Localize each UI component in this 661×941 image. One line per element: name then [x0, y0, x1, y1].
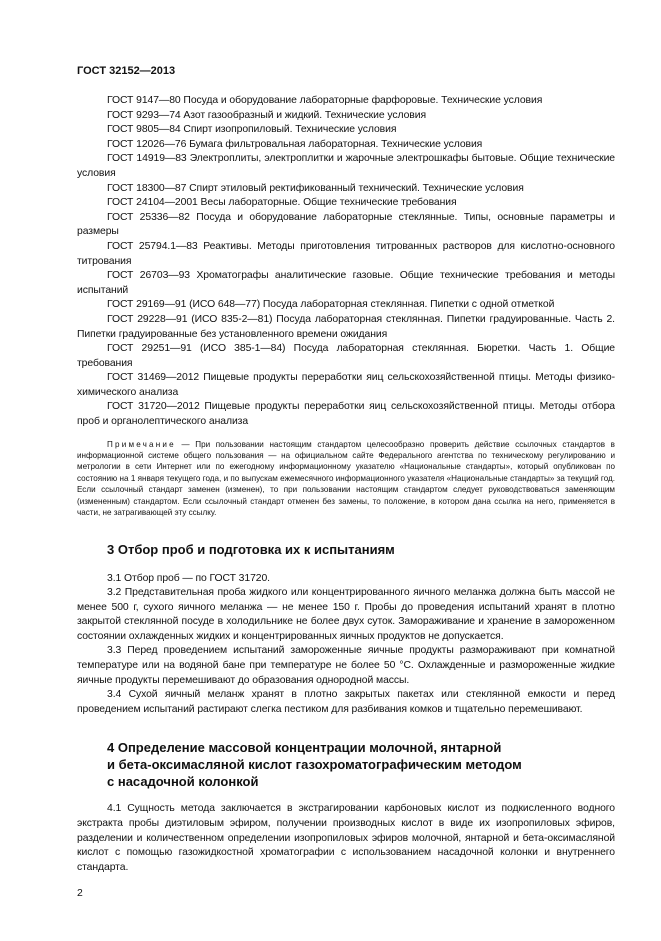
document-header: ГОСТ 32152—2013	[77, 65, 176, 77]
reference-item: ГОСТ 9293—74 Азот газообразный и жидкий. Технические условия	[107, 109, 426, 121]
paragraph: 4.1 Сущность метода заключается в экстрагировании карбоновых кислот из подкисленного водного экстракта пробы диэтиловым эфиром, получении производных кислот в виде их изопропиловых эфиров, разделении и количественном определении изопропиловых эфиров молочной, янтарной и бета-оксимасляной кислот с помощью газожидкостной хроматографии с использованием насадочной колонки и внутреннего стандарта.	[77, 803, 615, 873]
section-4-body	[77, 802, 615, 875]
section-4	[77, 739, 615, 790]
reference-item: ГОСТ 31469—2012 Пищевые продукты переработки яиц сельскохозяйственной птицы. Методы физико-химического анализа	[77, 372, 615, 398]
reference-item: ГОСТ 12026—76 Бумага фильтровальная лабораторная. Технические условия	[107, 138, 483, 150]
reference-item: ГОСТ 29169—91 (ИСО 648—77) Посуда лабораторная стеклянная. Пипетки с одной отметкой	[107, 299, 555, 311]
reference-item: ГОСТ 25794.1—83 Реактивы. Методы приготовления титрованных растворов для кислотно-основного титрования	[77, 240, 615, 267]
section-4-heading-line: и бета-оксимасляной кислот газохроматографическим методом	[107, 757, 522, 773]
note-body: — При пользовании настоящим стандартом целесообразно проверить действие ссылочных стандартов в информационной системе общего пользования — на официальном сайте Федерального агентства по техническому регулированию и метрологии в сети Интернет или по ежегодному информационному указателю «Национальные стандарты», который опубликован по состоянию на 1 января текущего года, и по выпускам ежемесячного информационного указателя «Национальные стандарты» за текущий год. Если ссылочный стандарт заменен (изменен), то при пользовании настоящим стандартом следует руководствоваться заменяющим (измененным) стандартом. Если ссылочный стандарт отменен без замены, то положение, в котором дана ссылка на него, применяется в части, не затрагивающей эту ссылку.	[77, 439, 615, 518]
section-3-body	[77, 572, 615, 718]
reference-item: ГОСТ 29251—91 (ИСО 385-1—84) Посуда лабораторная стеклянная. Бюретки. Часть 1. Общие требования	[77, 343, 615, 369]
reference-item: ГОСТ 18300—87 Спирт этиловый ректификованный технический. Технические условия	[107, 182, 524, 194]
normative-references	[77, 94, 615, 430]
paragraph: 3.4 Сухой яичный меланж хранят в плотно закрытых пакетах или стеклянной емкости и перед проведением испытаний растирают слегка пестиком для разбивания комков и тщательно перемешивают.	[77, 689, 615, 715]
reference-item: ГОСТ 29228—91 (ИСО 835-2—81) Посуда лабораторная стеклянная. Пипетки градуированные. Часть 2. Пипетки градуированные без установленного времени ожидания	[77, 313, 615, 340]
note-text	[77, 439, 615, 519]
reference-item: ГОСТ 9805—84 Спирт изопропиловый. Технические условия	[107, 124, 397, 136]
reference-item: ГОСТ 9147—80 Посуда и оборудование лабораторные фарфоровые. Технические условия	[107, 95, 543, 106]
section-4-heading-line: с насадочной колонкой	[107, 774, 259, 790]
note-label: Примечание	[107, 439, 176, 449]
page-number: 2	[77, 888, 83, 900]
section-3	[77, 541, 615, 558]
section-4-heading-line: 4 Определение массовой концентрации молочной, янтарной	[107, 740, 502, 756]
section-3-heading: 3 Отбор проб и подготовка их к испытаниям	[107, 541, 395, 557]
paragraph: 3.1 Отбор проб — по ГОСТ 31720.	[107, 572, 270, 584]
reference-item: ГОСТ 25336—82 Посуда и оборудование лабораторные стеклянные. Типы, основные параметры и размеры	[77, 211, 615, 238]
reference-item: ГОСТ 14919—83 Электроплиты, электроплитки и жарочные электрошкафы бытовые. Общие технические условия	[77, 153, 615, 179]
reference-item: ГОСТ 31720—2012 Пищевые продукты переработки яиц сельскохозяйственной птицы. Методы отбора проб и органолептического анализа	[77, 401, 615, 428]
reference-item: ГОСТ 26703—93 Хроматографы аналитические газовые. Общие технические требования и методы испытаний	[77, 270, 615, 296]
paragraph: 3.3 Перед проведением испытаний замороженные яичные продукты размораживают при комнатной температуре или на водяной бане при температуре не более 50 °С. Охлажденные и размороженные жидкие яичные продукты перемешивают до образования однородной массы.	[77, 645, 615, 686]
note-block	[77, 439, 615, 519]
paragraph: 3.2 Представительная проба жидкого или концентрированного яичного меланжа должна быть массой не менее 500 г, сухого яичного меланжа — не менее 150 г. Пробы до проведения испытаний хранят в плотно закрытой стеклянной посуде в холодильнике не более двух суток. Замораживание и хранение в замороженном состоянии охлажденных жидких и концентрированных яичных продуктов не допускается.	[77, 587, 615, 642]
reference-item: ГОСТ 24104—2001 Весы лабораторные. Общие технические требования	[107, 197, 457, 209]
